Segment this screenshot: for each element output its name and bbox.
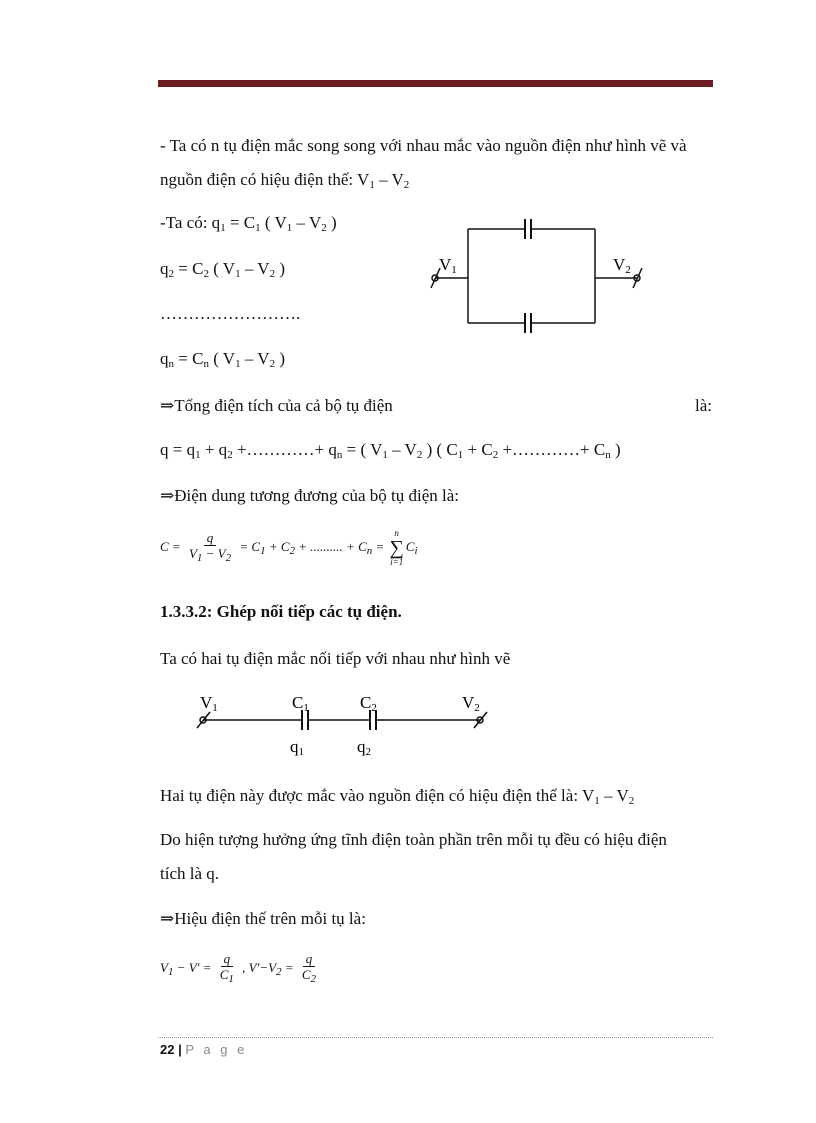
page-number: 22 — [160, 1042, 175, 1057]
induction-line-2: tích là q. — [160, 864, 220, 883]
fig2-c1-label: C1 — [292, 693, 309, 714]
page-label: P a g e — [185, 1042, 248, 1057]
fig2-q1-label: q1 — [290, 737, 304, 758]
induction-line-1: Do hiện tượng hưởng ứng tĩnh điện toàn phần trên mỗi tụ đều có hiệu điện — [160, 830, 667, 849]
total-charge-line — [160, 397, 712, 414]
charge-equation-2: $q_2 = C_2$ ( $V_1 - V_2$ ) — [160, 259, 285, 280]
page-footer: 22 | P a g e — [160, 1042, 248, 1057]
charge-equation-1: -Ta có: $q_1 = C_1$ ( $V_1 - V_2$ ) — [160, 213, 337, 234]
ellipsis-line: ……………………. — [160, 304, 301, 323]
series-intro: Ta có hai tụ điện mắc nối tiếp với nhau như hình vẽ — [160, 649, 511, 668]
charge-equation-n: $q_n = C_n$ ( $V_1 - V_2$ ) — [160, 349, 285, 370]
parallel-capacitor-diagram — [425, 212, 655, 337]
equivalent-capacitance-formula: C = $\frac{q}{V_1 - V_2}$ = $C_1 + C_2$ + .......... + $C_n$ = n ∑ i=1 $C_i$ — [160, 528, 418, 567]
series-voltage-formula: $V_1 - V'$ = $\frac{q}{C_1}$ , $V'-V_2$ = $\frac{q}{C_2}$ — [160, 951, 317, 986]
series-capacitor-diagram — [190, 688, 500, 763]
series-source-line: Hai tụ điện này được mắc vào nguồn điện có hiệu điện thế là: $V_1 - V_2$ — [160, 786, 635, 807]
header-rule — [158, 80, 713, 87]
fig2-v2-label: V2 — [462, 693, 480, 714]
total-charge-tail: là: — [695, 396, 712, 415]
fig2-c2-label: C2 — [360, 693, 377, 714]
capacitance-intro: ⇒Điện dung tương đương của bộ tụ điện là: — [160, 486, 459, 505]
footer-rule — [158, 1037, 713, 1038]
parallel-intro-line-1: - Ta có n tụ điện mắc song song với nhau mắc vào nguồn điện như hình vẽ và — [160, 136, 687, 155]
sum-charge-equation: $q = q_1 + q_2$ +…………+ $q_n$ = ( $V_1 - V_2$ ) ( $C_1 + C_2$ +…………+ $C_n$ ) — [160, 440, 621, 461]
fig2-q2-label: q2 — [357, 737, 371, 758]
parallel-intro-line-2: nguồn điện có hiệu điện thế: $V_1 - V_2$ — [160, 170, 410, 191]
section-heading: 1.3.3.2: Ghép nối tiếp các tụ điện. — [160, 602, 402, 621]
fig1-v1-label: V1 — [439, 255, 457, 276]
total-charge-text: ⇒Tổng điện tích của cả bộ tụ điện — [160, 396, 393, 415]
fig1-v2-label: V2 — [613, 255, 631, 276]
voltage-intro: ⇒Hiệu điện thế trên mỗi tụ là: — [160, 909, 366, 928]
fig2-v1-label: V1 — [200, 693, 218, 714]
